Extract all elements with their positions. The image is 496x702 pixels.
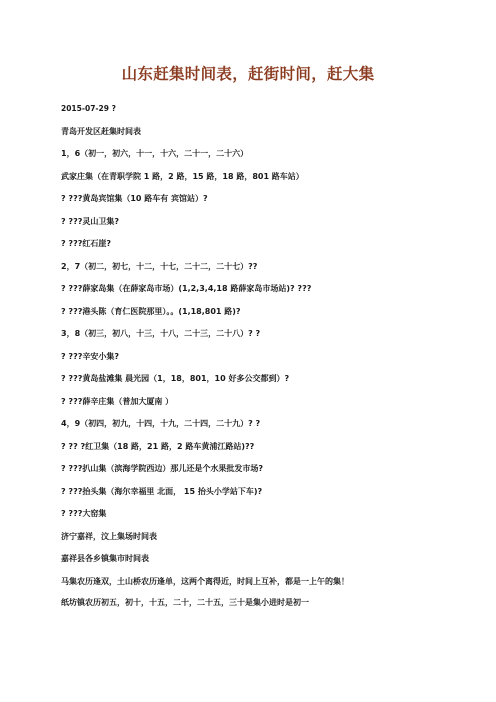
paragraph-line: 纸坊镇农历初五，初十，十五，二十，二十五，三十是集小进时是初一 [61,598,309,607]
document-title: 山东赶集时间表，赶街时间，赶大集 [121,65,375,83]
section-heading: 青岛开发区赶集时间表 [61,126,141,136]
schedule-days: 4，9（初四，初九，十四，十九，二十四，二十九）? ? [61,419,261,428]
market-line: ? ???薛家岛集（在薛家岛市场）(1,2,3,4,18 路薛家岛市场站)? ??? [61,284,312,293]
market-line: 武家庄集（在青职学院 1 路，2 路，15 路，18 路，801 路车站） [61,171,304,181]
market-line: ? ?? ?红卫集（18 路，21 路，2 路车黄浦江路站)?? [61,441,255,451]
schedule-days: 1，6（初一，初六，十一，十六，二十一，二十六） [61,149,249,158]
market-line: ? ???黄岛盐滩集 晨光园（1，18，801，10 好多公交都到）? [61,374,290,383]
paragraph-line: 马集农历逢双，土山桥农历逢单，这两个离得近，时间上互补，都是一上午的集！ [61,576,349,586]
market-line: ? ???灵山卫集? [61,216,119,226]
schedule-days: 2，7（初二，初七，十二，十七，二十二，二十七）?? [61,261,258,271]
market-line: ? ???黄岛宾馆集（10 路车有 宾馆站）? [61,194,208,203]
schedule-days: 3，8（初三，初八，十三，十八，二十三，二十八）? ? [61,329,261,338]
market-line: ? ???薛辛庄集（普加大厦南 ） [61,396,174,406]
publish-date: 2015-07-29 ? [61,104,116,113]
market-line: ? ???红石崖? [61,239,111,248]
market-line: ? ???大窑集 [61,509,107,518]
market-line: ? ???抬头集（海尔幸福里 北面， 15 抬头小学站下车)? [61,486,263,496]
market-line: ? ???港头陈（育仁医院那里）。。(1,18,801 路)? [61,306,241,316]
section-heading: 济宁嘉祥，汶上集场时间表 [61,531,157,541]
market-line: ? ???扒山集（滨海学院西边）那儿还是个水果批发市场? [61,464,263,473]
section-heading: 嘉祥县各乡镇集市时间表 [61,554,149,563]
market-line: ? ???辛安小集? [61,351,119,361]
document-body [61,98,441,613]
